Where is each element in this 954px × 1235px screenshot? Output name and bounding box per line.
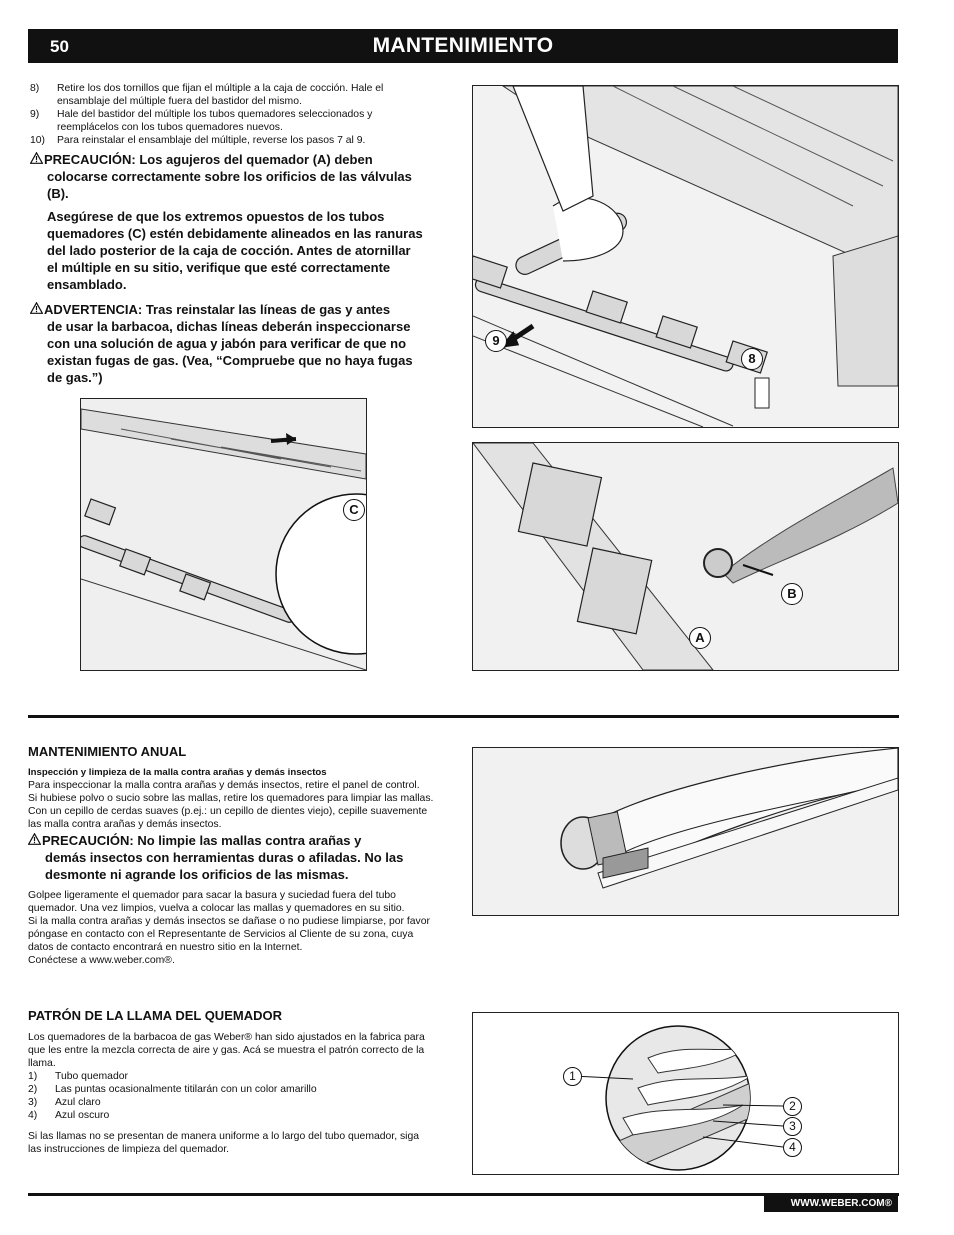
callout-a: A — [689, 627, 711, 649]
callout-8: 8 — [741, 348, 763, 370]
step-row: ensamblaje del múltiple fuera del bastidor del mismo. — [57, 96, 302, 107]
warning-triangle-icon — [30, 151, 44, 168]
list-item: 3) Azul claro — [28, 1097, 101, 1108]
spider-guard-subheading: Inspección y limpieza de la malla contra arañas y demás insectos — [28, 767, 327, 778]
callout-9: 9 — [485, 330, 507, 352]
header-bar — [28, 29, 898, 63]
flame-items — [28, 1070, 458, 1122]
annual-para-2: Golpee ligeramente el quemador para sacar la basura y suciedad fuera del tubo quemador. Una vez limpios, vuelva a colocar las mallas y quemadores en su sitio. Si la malla contra arañas y demás insectos se dañase o no pudiese limpiarse, por favor póngase en contacto con el Representante de Servicios al Cliente de su zona, cuya datos de contacto encontrará en nuestro sitio en la Internet. Conéctese a www.weber.com®. — [28, 890, 430, 966]
callout-3: 3 — [783, 1117, 802, 1136]
figure-burner-alignment — [80, 398, 367, 671]
figure-flame-pattern — [472, 1012, 899, 1175]
section-divider — [28, 715, 899, 718]
list-item: 4) Azul oscuro — [28, 1110, 110, 1121]
figure-valve-orifice — [472, 442, 899, 671]
step-row: 8) Retire los dos tornillos que fijan el múltiple a la caja de cocción. Hale el — [30, 83, 384, 94]
callout-1: 1 — [563, 1067, 582, 1086]
figure-spider-guard-brush — [472, 747, 899, 916]
list-item: 1) Tubo quemador — [28, 1071, 128, 1082]
step-row: reemplácelos con los tubos quemadores nuevos. — [57, 122, 283, 133]
warning-triangle-icon — [30, 301, 44, 318]
flame-intro: Los quemadores de la barbacoa de gas Weber® han sido ajustados en la fabrica para que les entre la mezcla correcta de aire y gas. Acá se muestra el patrón correcto de la llama. — [28, 1032, 425, 1069]
callout-4: 4 — [783, 1138, 802, 1157]
flame-outro: Si las llamas no se presentan de manera uniforme a lo largo del tubo quemador, siga las instrucciones de limpieza del quemador. — [28, 1131, 420, 1155]
flame-pattern-heading: PATRÓN DE LA LLAMA DEL QUEMADOR — [28, 1008, 282, 1023]
callout-2: 2 — [783, 1097, 802, 1116]
step-row: 10) Para reinstalar el ensamblaje del múltiple, reverse los pasos 7 al 9. — [30, 135, 366, 146]
page-title: MANTENIMIENTO — [372, 34, 554, 57]
figure-burner-removal — [472, 85, 899, 428]
annual-para-1: Para inspeccionar la malla contra arañas y demás insectos, retire el panel de control. Si hubiese polvo o sucio sobre las mallas, retire los quemadores para limpiar las mallas. Con un cepillo de cerdas suaves (p.ej.: un cepillo de dientes viejo), cepille suavemente las malla contra arañas y demás insectos. — [28, 780, 434, 830]
callout-b: B — [781, 583, 803, 605]
step-row: 9) Hale del bastidor del múltiple los tubos quemadores seleccionados y — [30, 109, 373, 120]
list-item: 2) Las puntas ocasionalmente titilarán con un color amarillo — [28, 1084, 317, 1095]
caution-spider-guard: PRECAUCIÓN: No limpie las mallas contra arañas y demás insectos con herramientas duras o afiladas. No las desmonte ni agrande los orificios de las mismas. — [28, 832, 458, 883]
callout-c: C — [343, 499, 365, 521]
footer-url[interactable]: WWW.WEBER.COM® — [764, 1195, 898, 1212]
annual-maintenance-heading: MANTENIMIENTO ANUAL — [28, 744, 187, 759]
caution-valves: PRECAUCIÓN: Los agujeros del quemador (A) deben colocarse correctamente sobre los orificios de las válvulas (B). — [30, 151, 460, 202]
caution-alignment: Asegúrese de que los extremos opuestos de los tubos quemadores (C) estén debidamente alineados en las ranuras del lado posterior de la caja de cocción. Antes de atornillar el múltiple en su sitio, verifique que esté correctamente ensamblado. — [47, 209, 423, 292]
warning-triangle-icon — [28, 832, 42, 849]
warning-gas-lines: ADVERTENCIA: Tras reinstalar las líneas de gas y antes de usar la barbacoa, dichas líneas deberán inspeccionarse con una solución de agua y jabón para verificar de que no existan fugas de gas. (Vea, “Compruebe que no haya fugas de gas.”) — [30, 301, 460, 386]
steps-list — [30, 82, 450, 147]
page-number: 50 — [50, 37, 69, 56]
